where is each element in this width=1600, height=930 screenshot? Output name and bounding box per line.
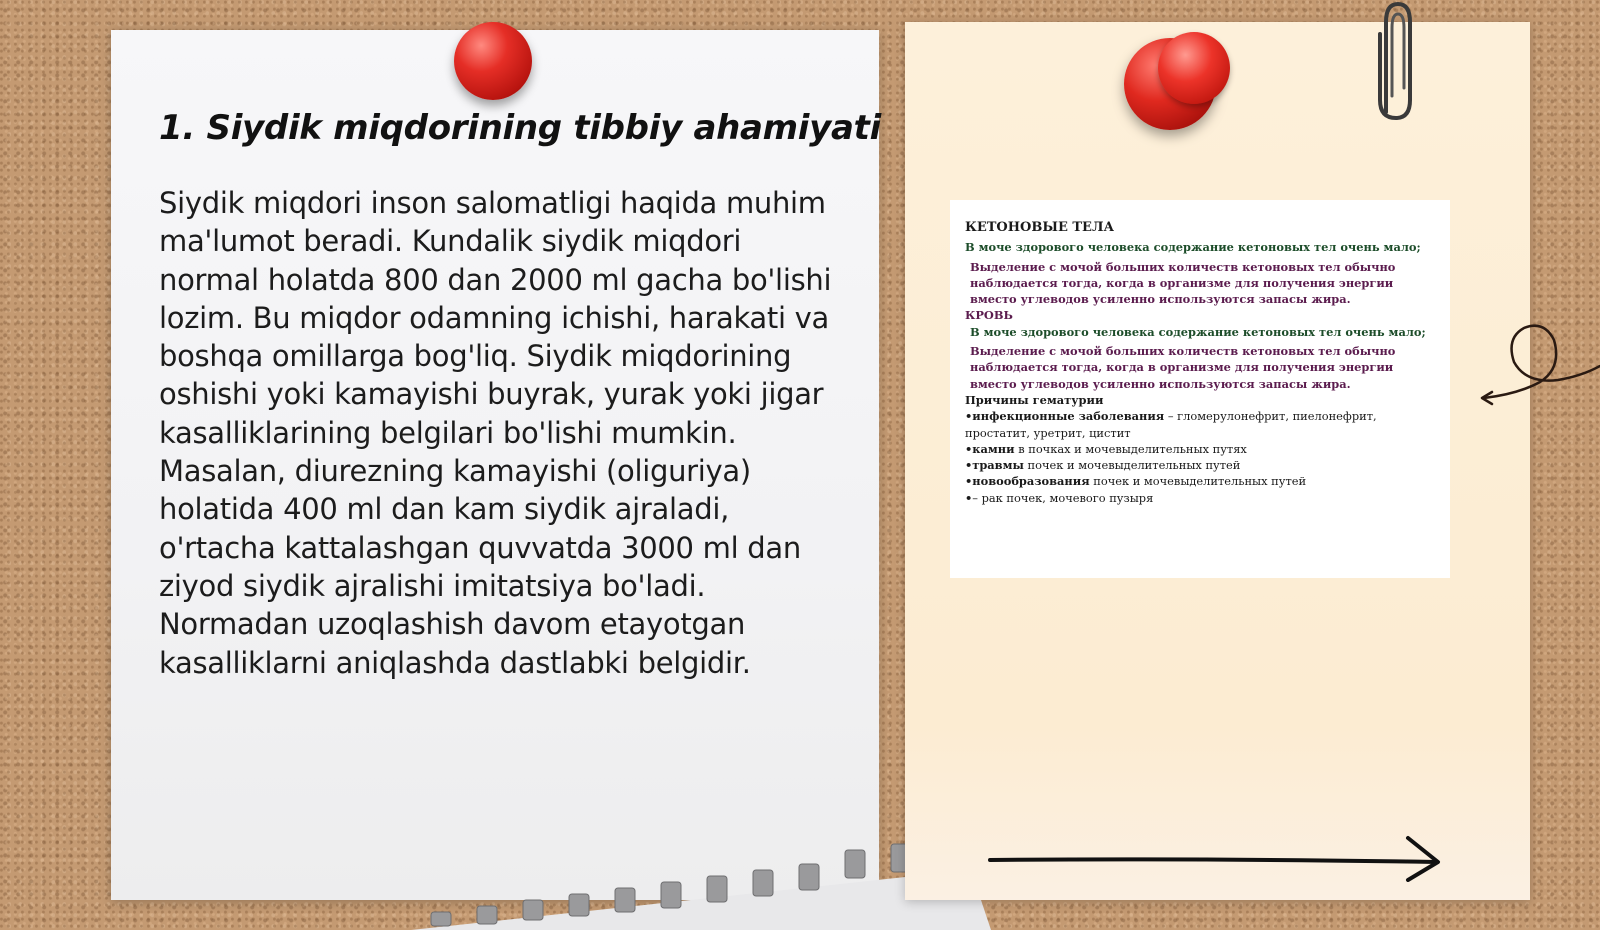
note-body: Siydik miqdori inson salomatligi haqida muhim ma'lumot beradi. Kundalik siydik miqdori normal holatda 800 dan 2000 ml gacha bo'lishi lozim. Bu miqdor odamning ichishi, harakati va boshqa omillarga bog'liq. Siydik miqdorining oshishi yoki kamayishi buyrak, yurak yoki jigar kasalliklarining belgilari bo'lishi mumkin. Masalan, diurezning kamayishi (oliguriya) holatida 400 ml dan kam siydik ajraladi, o'rtacha kattalashgan quvvatda 3000 ml dan ziyod siydik ajralishi imitatsiya bo'ladi. Normadan uzoqlashish davom etayotgan kasalliklarni aniqlashda dastlabki belgidir. <box>159 186 832 680</box>
push-pin-icon <box>1158 32 1230 104</box>
doc-list-item: •инфекционные заболевания – гломерулонефрит, пиелонефрит, простатит, уретрит, цистит <box>965 409 1377 440</box>
doc-paragraph: Выделение с мочой больших количеств кетоновых тел обычно наблюдается тогда, когда в организме для получения энергии вместо углеводов усиленно используются запасы жира. <box>970 259 1396 307</box>
doc-title: КЕТОНОВЫЕ ТЕЛА <box>965 220 1115 235</box>
hand-drawn-arrow-icon <box>988 832 1448 882</box>
doc-line: В моче здорового человека содержание кетоновых тел очень мало; <box>965 240 1421 255</box>
loop-doodle-icon <box>1478 310 1600 410</box>
push-pin-icon <box>454 22 532 100</box>
doc-paragraph: Выделение с мочой больших количеств кетоновых тел обычно наблюдается тогда, когда в организме для получения энергии вместо углеводов усиленно используются запасы жира. <box>970 344 1396 391</box>
left-note-paper <box>111 30 879 900</box>
doc-line: В моче здорового человека содержание кетоновых тел очень мало; <box>970 324 1426 339</box>
doc-list-item: •новообразования почек и мочевыделительных путей <box>965 474 1307 489</box>
doc-list-item: •– рак почек, мочевого пузыря <box>965 490 1154 505</box>
doc-list-item: •травмы почек и мочевыделительных путей <box>965 458 1241 473</box>
note-title: 1. Siydik miqdorining tibbiy ahamiyati <box>159 108 881 148</box>
doc-section-title: КРОВЬ <box>965 308 1013 323</box>
ketone-document <box>950 200 1450 578</box>
spiral-binding <box>411 820 991 930</box>
paperclip-icon <box>1372 0 1422 125</box>
doc-section-title: Причины гематурии <box>965 392 1104 407</box>
doc-list-item: •камни в почках и мочевыделительных путях <box>965 441 1247 456</box>
